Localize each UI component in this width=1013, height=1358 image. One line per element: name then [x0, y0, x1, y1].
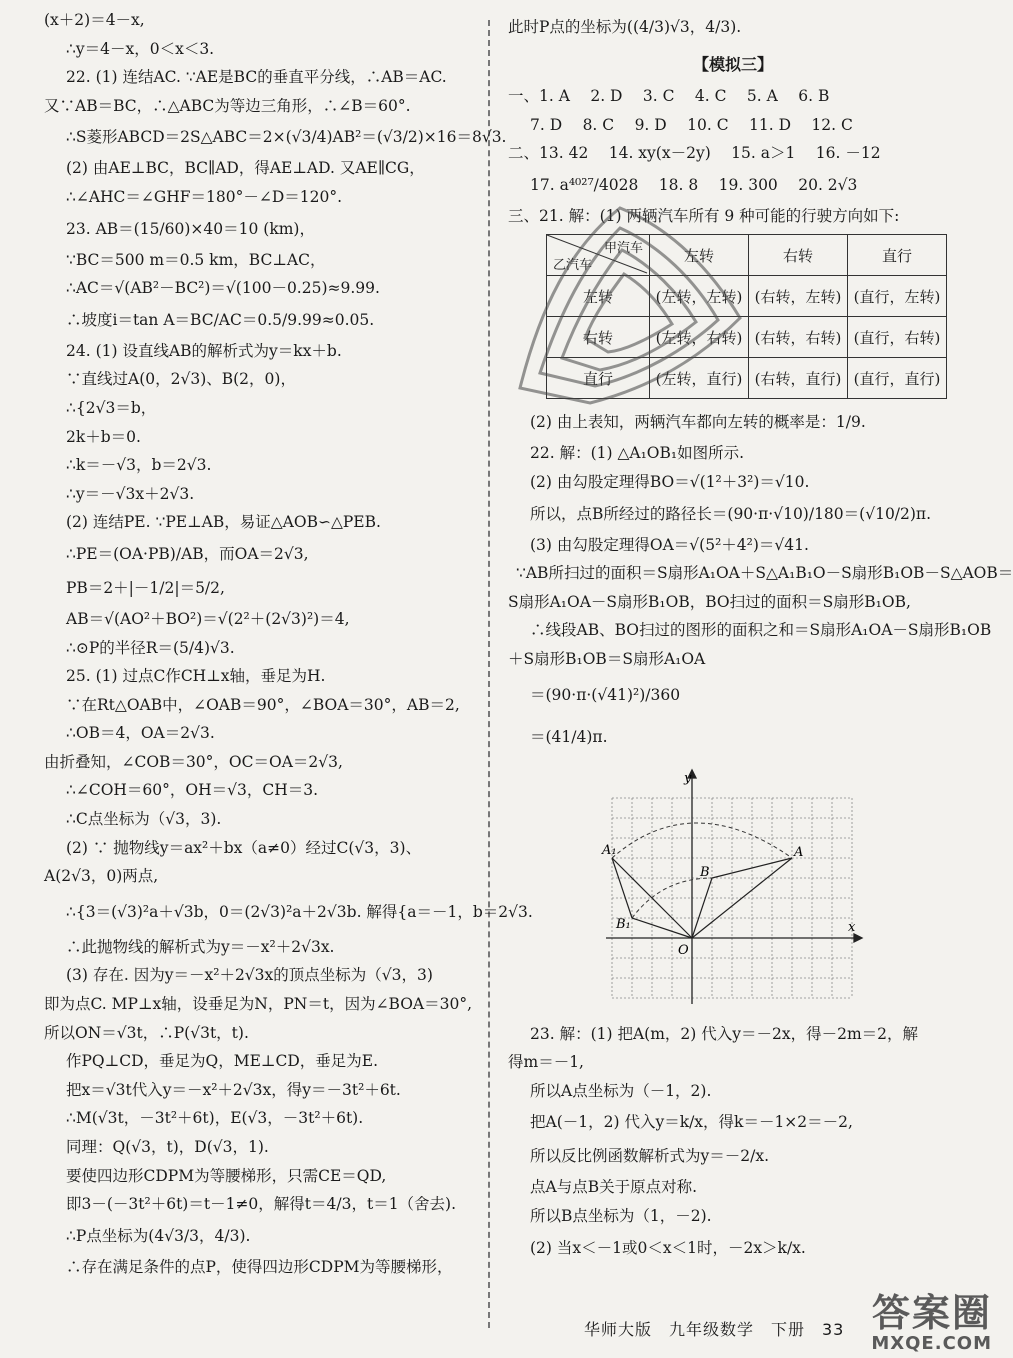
table-cell: (直行，右转) — [848, 317, 947, 358]
table-col-header: 直行 — [848, 235, 947, 276]
table-col-header: 右转 — [749, 235, 848, 276]
text-line: ∴y＝－√3x＋2√3. — [66, 484, 195, 503]
text-line: 所以A点坐标为（－1，2). — [530, 1081, 712, 1100]
text-line: ∴{3＝(√3)²a＋√3b，0＝(2√3)²a＋2√3b. 解得{a＝－1，b＝2√3. — [66, 902, 533, 921]
text-line: 由折叠知，∠COB＝30°，OC＝OA＝2√3, — [44, 752, 343, 771]
text-line: ∴C点坐标为（√3，3). — [66, 810, 222, 829]
text-line: 同理：Q(√3，t)，D(√3，1). — [66, 1138, 269, 1156]
corner-top-label: 甲汽车 — [603, 241, 643, 257]
text-line: (3) 由勾股定理得OA＝√(5²＋4²)＝√41. — [530, 535, 809, 554]
text-line: S扇形A₁OA－S扇形B₁OB，BO扫过的面积＝S扇形B₁OB, — [508, 592, 911, 611]
text-line: ∵直线过A(0，2√3)、B(2，0)， — [66, 370, 296, 389]
text-line: 23. AB＝(15/60)×40＝10 (km)， — [66, 219, 315, 238]
stamp-scribble — [500, 188, 750, 418]
text-line: 此时P点的坐标为((4/3)√3，4/3). — [508, 18, 742, 36]
text-line: 又∵AB＝BC，∴△ABC为等边三角形，∴∠B＝60°. — [44, 96, 411, 115]
text-line: PB＝2＋|－1/2|＝5/2, — [66, 578, 225, 597]
corner-bottom-label: 乙汽车 — [553, 258, 593, 274]
text-line: (2) ∵ 抛物线y＝ax²＋bx（a≠0）经过C(√3，3)、 — [66, 838, 422, 857]
table-cell: (左转，右转) — [650, 317, 749, 358]
text-line: A(2√3，0)两点, — [44, 867, 159, 886]
answer-line: 二、13. 42 14. xy(x－2y) 15. a＞1 16. －12 — [508, 144, 881, 163]
text-line: ∴⊙P的半径R＝(5/4)√3. — [66, 638, 235, 657]
watermark-url: MXQE.COM — [871, 1333, 992, 1354]
point-a-label: A — [794, 844, 804, 860]
text-line: 所以，点B所经过的路径长＝(90·π·√10)/180＝(√10/2)π. — [530, 504, 932, 523]
text-line: (2) 当x＜－1或0＜x＜1时，－2x＞k/x. — [530, 1238, 806, 1257]
text-line: ＝(90·π·(√41)²)/360 — [530, 685, 681, 704]
text-line: 把A(－1，2) 代入y＝k/x，得k＝－1×2＝－2, — [530, 1113, 853, 1132]
text-line: ∴AC＝√(AB²－BC²)＝√(100－0.25)≈9.99. — [66, 279, 380, 298]
x-axis-label: x — [848, 919, 856, 935]
point-b-label: B — [700, 864, 710, 880]
text-line: ∴∠COH＝60°，OH＝√3，CH＝3. — [66, 781, 319, 800]
table-row-header: 右转 — [547, 317, 650, 358]
text-line: ∴y＝4－x，0＜x＜3. — [66, 39, 215, 58]
table-col-header: 左转 — [650, 235, 749, 276]
text-line: ∵AB所扫过的面积＝S扇形A₁OA＋S△A₁B₁O－S扇形B₁OB－S△AOB＝ — [516, 564, 1013, 583]
table-row-header: 左转 — [547, 276, 650, 317]
text-line: 2k＋b＝0. — [66, 427, 141, 446]
table-cell: (左转，直行) — [650, 358, 749, 399]
point-a1-label: A₁ — [602, 842, 617, 858]
table-cell: (右转，直行) — [749, 358, 848, 399]
text-line: 点A与点B关于原点对称. — [530, 1178, 698, 1197]
text-line: (2) 由AE⊥BC，BC∥AD，得AE⊥AD. 又AE∥CG， — [66, 159, 425, 178]
page-footer: 华师大版 九年级数学 下册 33 — [584, 1320, 845, 1339]
watermark-logo: 答案圈 — [871, 1291, 992, 1335]
table-cell: (左转，左转) — [650, 276, 749, 317]
text-line: 所以反比例函数解析式为y＝－2/x. — [530, 1147, 770, 1166]
text-line: ∴∠AHC＝∠GHF＝180°－∠D＝120°. — [66, 187, 343, 206]
text-line: (x＋2)＝4－x, — [44, 11, 145, 29]
origin-label: O — [678, 942, 689, 958]
text-line: ∴S菱形ABCD＝2S△ABC＝2×(√3/4)AB²＝(√3/2)×16＝8√3. — [66, 128, 507, 147]
text-line: ∴k＝－√3，b＝2√3. — [66, 456, 212, 475]
text-line: 22. (1) 连结AC. ∵AE是BC的垂直平分线，∴AB＝AC. — [66, 68, 447, 87]
text-line: 所以ON＝√3t，∴P(√3t，t). — [44, 1023, 249, 1042]
text-line: 要使四边形CDPM为等腰梯形，只需CE＝QD, — [66, 1166, 387, 1185]
text-line: 三、21. 解：(1) 两辆汽车所有 9 种可能的行驶方向如下: — [508, 206, 900, 225]
watermark — [871, 1293, 992, 1354]
text-line: ∴存在满足条件的点P，使得四边形CDPM为等腰梯形， — [66, 1257, 453, 1276]
text-line: (2) 连结PE. ∵PE⊥AB，易证△AOB∽△PEB. — [66, 513, 381, 532]
text-line: 23. 解：(1) 把A(m，2) 代入y＝－2x，得－2m＝2，解 — [530, 1024, 919, 1043]
table-row-header: 直行 — [547, 358, 650, 399]
section-heading: 【模拟三】 — [692, 55, 773, 74]
answer-line: 17. a⁴⁰²⁷/4028 18. 8 19. 300 20. 2√3 — [530, 175, 858, 194]
answer-line: 一、1. A 2. D 3. C 4. C 5. A 6. B — [508, 87, 830, 105]
rotation-figure — [602, 768, 958, 1012]
text-line: AB＝√(AO²＋BO²)＝√(2²＋(2√3)²)＝4, — [66, 609, 350, 628]
text-line: 得m＝－1, — [508, 1053, 584, 1072]
text-line: ∴P点坐标为(4√3/3，4/3). — [66, 1226, 251, 1245]
text-line: (2) 由上表知，两辆汽车都向左转的概率是：1/9. — [530, 413, 866, 432]
text-line: 22. 解：(1) △A₁OB₁如图所示. — [530, 444, 745, 463]
text-line: ∵在Rt△OAB中，∠OAB＝90°，∠BOA＝30°，AB＝2, — [66, 695, 460, 714]
y-axis-label: y — [684, 770, 692, 786]
text-line: (3) 存在. 因为y＝－x²＋2√3x的顶点坐标为（√3，3) — [66, 966, 433, 985]
text-line: 作PQ⊥CD，垂足为Q，ME⊥CD，垂足为E. — [66, 1052, 378, 1071]
text-line: 即为点C. MP⊥x轴，设垂足为N，PN＝t，因为∠BOA＝30°, — [44, 995, 473, 1014]
column-divider — [488, 20, 490, 1328]
text-line: 25. (1) 过点C作CH⊥x轴，垂足为H. — [66, 667, 326, 686]
coordinate-grid — [602, 768, 862, 1008]
text-line: ∴M(√3t，－3t²＋6t)，E(√3，－3t²＋6t). — [66, 1109, 364, 1128]
text-line: ＝(41/4)π. — [530, 727, 608, 746]
table-cell: (直行，直行) — [848, 358, 947, 399]
text-line: 24. (1) 设直线AB的解析式为y＝kx＋b. — [66, 341, 342, 360]
left-column — [44, 6, 533, 1281]
text-line: 所以B点坐标为（1，－2). — [530, 1206, 712, 1225]
text-line: ∵BC＝500 m＝0.5 km，BC⊥AC， — [66, 250, 326, 269]
text-line: ∴坡度i＝tan A＝BC/AC＝0.5/9.99≈0.05. — [66, 310, 375, 329]
table-cell: (右转，右转) — [749, 317, 848, 358]
text-line: ∴PE＝(OA·PB)/AB，而OA＝2√3, — [66, 544, 309, 563]
answer-line: 7. D 8. C 9. D 10. C 11. D 12. C — [530, 115, 853, 134]
text-line: 即3－(－3t²＋6t)＝t－1≠0，解得t＝4/3，t＝1（舍去). — [66, 1195, 457, 1214]
text-line: (2) 由勾股定理得BO＝√(1²＋3²)＝√10. — [530, 472, 810, 491]
table-cell: (右转，左转) — [749, 276, 848, 317]
text-line: ∴此抛物线的解析式为y＝－x²＋2√3x. — [66, 937, 335, 956]
text-line: ∴OB＝4，OA＝2√3. — [66, 724, 215, 743]
text-line: ＋S扇形B₁OB＝S扇形A₁OA — [508, 649, 706, 668]
point-b1-label: B₁ — [616, 916, 631, 932]
text-line: ∴线段AB、BO扫过的图形的面积之和＝S扇形A₁OA－S扇形B₁OB — [530, 621, 992, 640]
table-cell: (直行，左转) — [848, 276, 947, 317]
text-line: 把x＝√3t代入y＝－x²＋2√3x，得y＝－3t²＋6t. — [66, 1080, 401, 1099]
text-line: ∴{2√3＝b， — [66, 398, 157, 417]
